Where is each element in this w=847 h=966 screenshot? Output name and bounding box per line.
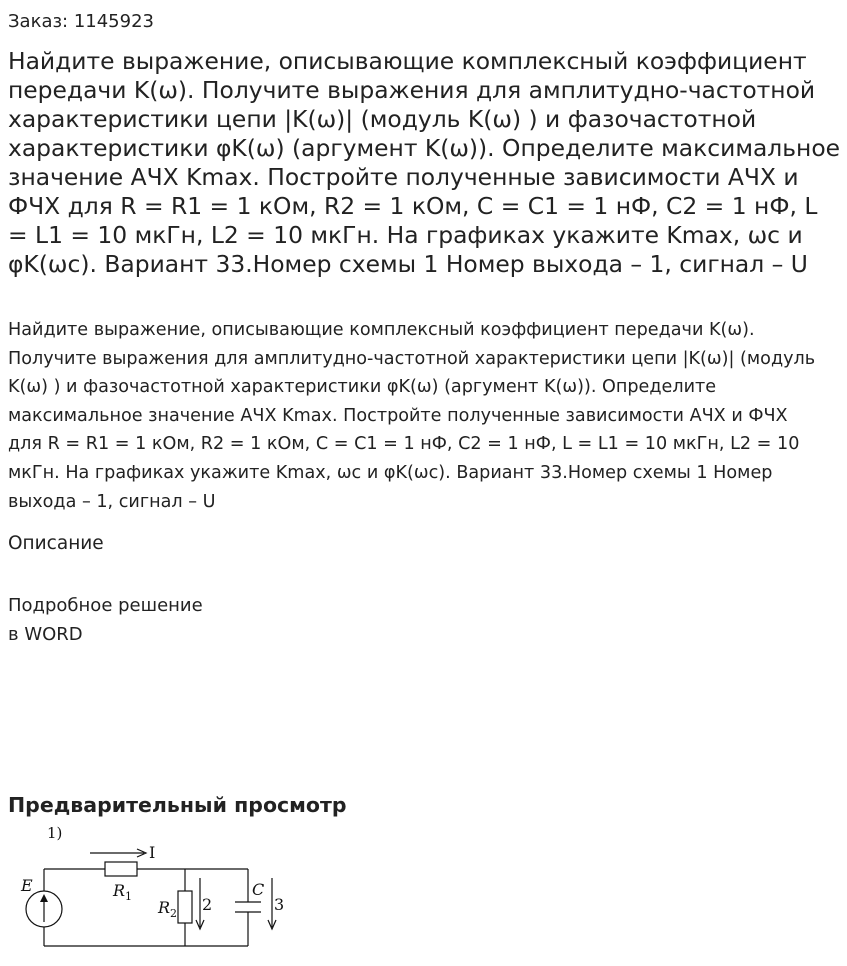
source-label: E — [21, 876, 33, 895]
order-number: Заказ: 1145923 — [8, 11, 154, 32]
output-2-label: 2 — [202, 895, 213, 914]
resistor-r1 — [105, 862, 137, 876]
description-heading: Описание — [8, 533, 104, 554]
r1-letter: R — [113, 881, 126, 900]
r1-label — [112, 881, 132, 903]
preview-heading: Предварительный просмотр — [8, 793, 347, 817]
schematic-number: 1) — [47, 824, 63, 842]
r2-subscript: 2 — [170, 907, 178, 920]
current-label: I — [149, 843, 156, 862]
description-line-2: в WORD — [8, 624, 83, 645]
capacitor-label: C — [252, 880, 265, 899]
r2-letter: R — [158, 898, 171, 917]
task-title: Найдите выражение, описывающие комплексный коэффициент передачи K(ω). Получите выражения для амплитудно-частотной характеристики цепи |K(ω)| (модуль K(ω) ) и фазочастотной характеристики φK(ω) (аргумент K(ω)). Определите максимальное значение АЧХ Kmax. Постройте полученные зависимости АЧХ и ФЧХ для R = R1 = 1 кОм, R2 = 1 кОм, C = C1 = 1 нФ, C2 = 1 нФ, L = L1 = 10 мкГн, L2 = 10 мкГн. На графиках укажите Kmax, ωc и φK(ωc). Вариант 33.Номер схемы 1 Номер выхода – 1, сигнал – U — [8, 47, 841, 278]
task-description: Найдите выражение, описывающие комплексный коэффициент передачи K(ω). Получите выражения для амплитудно-частотной характеристики цепи |K(ω)| (модуль K(ω) ) и фазочастотной характеристики φK(ω) (аргумент K(ω)). Определите максимальное значение АЧХ Kmax. Постройте полученные зависимости АЧХ и ФЧХ для R = R1 = 1 кОм, R2 = 1 кОм, C = C1 = 1 нФ, C2 = 1 нФ, L = L1 = 10 мкГн, L2 = 10 мкГн. На графиках укажите Kmax, ωc и φK(ωc). Вариант 33.Номер схемы 1 Номер выхода – 1, сигнал – U — [8, 320, 816, 512]
description-line-1: Подробное решение — [8, 595, 203, 616]
r2-label — [157, 898, 177, 920]
circuit-schematic — [0, 820, 300, 960]
output-3-label: 3 — [274, 895, 285, 914]
voltage-source-arrow-head — [40, 894, 48, 902]
r1-subscript: 1 — [125, 890, 133, 903]
resistor-r2 — [178, 891, 192, 923]
